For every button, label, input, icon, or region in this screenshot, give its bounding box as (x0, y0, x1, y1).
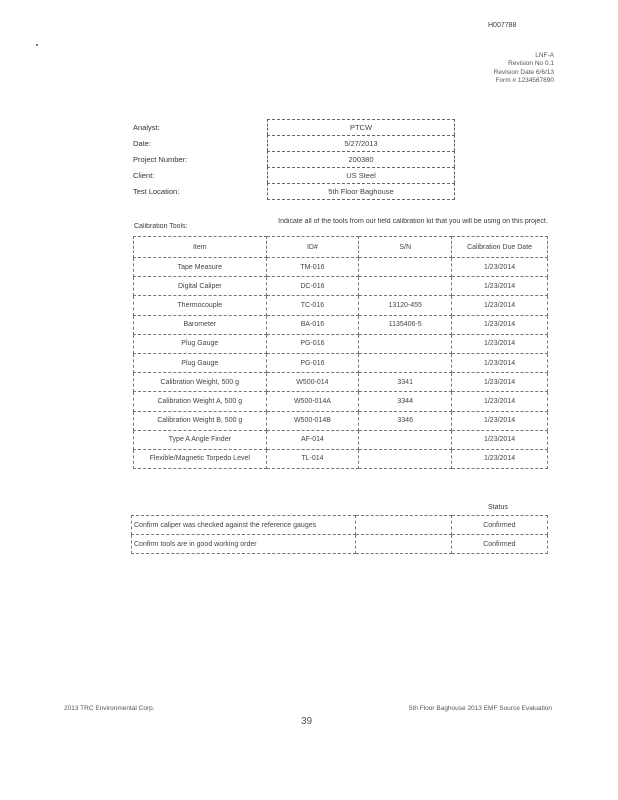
info-row-project (133, 151, 453, 167)
project-number-value: 200380 (267, 151, 455, 167)
cell-id: W500-014B (266, 411, 359, 430)
cell-due-date: 1/23/2014 (452, 430, 548, 449)
scan-mark (36, 44, 38, 46)
header-line: Revision No 0.1 (508, 60, 554, 68)
table-row (132, 535, 548, 554)
cell-due-date: 1/23/2014 (452, 315, 548, 334)
cell-serial: 3341 (359, 373, 452, 392)
page-number: 39 (301, 716, 313, 727)
cell-item: Flexible/Magnetic Torpedo Level (134, 449, 267, 468)
footer-right: 5th Floor Baghouse 2013 EMF Source Evaluation (408, 705, 552, 712)
cell-item: Digital Caliper (134, 277, 267, 296)
table-row (132, 516, 548, 535)
cell-due-date: 1/23/2014 (452, 353, 548, 372)
cell-serial (359, 353, 452, 372)
cell-serial (359, 258, 452, 277)
cell-due-date: 1/23/2014 (452, 449, 548, 468)
cell-id: PG-016 (266, 334, 359, 353)
calibration-table (133, 236, 548, 469)
status-item: Confirm tools are in good working order (132, 535, 356, 554)
status-label: Status (488, 504, 508, 511)
cell-item: Tape Measure (134, 258, 267, 277)
status-item: Confirm caliper was checked against the reference gauges (132, 516, 356, 535)
table-row (134, 315, 548, 334)
status-table (131, 515, 548, 554)
form-header (494, 52, 554, 86)
analyst-value: PTCW (267, 119, 455, 135)
cell-serial (359, 277, 452, 296)
cell-due-date: 1/23/2014 (452, 411, 548, 430)
cell-id: W500-014 (266, 373, 359, 392)
header-serial: S/N (359, 237, 452, 258)
cell-serial (359, 430, 452, 449)
test-location-label: Test Location: (133, 187, 180, 196)
cell-item: Thermocouple (134, 296, 267, 315)
table-row (134, 334, 548, 353)
cell-serial: 3344 (359, 392, 452, 411)
cell-id: TC-016 (266, 296, 359, 315)
cell-due-date: 1/23/2014 (452, 277, 548, 296)
status-value: Confirmed (451, 516, 547, 535)
info-row-analyst (133, 119, 453, 135)
table-row (134, 353, 548, 372)
client-label: Client: (133, 171, 155, 180)
date-value: 5/27/2013 (267, 135, 455, 151)
table-row (134, 430, 548, 449)
cell-id: AF-014 (266, 430, 359, 449)
header-line: LNF-A (535, 52, 554, 59)
status-blank (356, 516, 451, 535)
client-value: US Steel (267, 167, 455, 183)
cell-item: Barometer (134, 315, 267, 334)
cell-item: Plug Gauge (134, 334, 267, 353)
test-location-value: 5th Floor Baghouse (267, 183, 455, 200)
header-due-date: Calibration Due Date (452, 237, 548, 258)
project-number-label: Project Number: (133, 155, 188, 164)
status-blank (356, 535, 451, 554)
header-line: Form # 1234567890 (495, 77, 554, 85)
table-row (134, 392, 548, 411)
cell-id: PG-016 (266, 353, 359, 372)
date-label: Date: (133, 139, 151, 148)
header-line: Revision Date 6/6/13 (493, 68, 554, 76)
cell-serial (359, 449, 452, 468)
table-row (134, 449, 548, 468)
cell-id: W500-014A (266, 392, 359, 411)
analyst-label: Analyst: (133, 123, 160, 132)
document-id: H007788 (488, 22, 517, 29)
header-id: ID# (266, 237, 359, 258)
cell-item: Type A Angle Finder (134, 430, 267, 449)
table-row (134, 277, 548, 296)
info-row-client (133, 167, 453, 183)
cell-serial: 13120-455 (359, 296, 452, 315)
cell-due-date: 1/23/2014 (452, 373, 548, 392)
cell-serial: 3346 (359, 411, 452, 430)
cell-serial: 1135406-5 (359, 315, 452, 334)
cell-item: Calibration Weight A, 500 g (134, 392, 267, 411)
calibration-instructions: Indicate all of the tools from our field calibration kit that you will be using on this project. (278, 218, 548, 225)
info-row-date (133, 135, 453, 151)
cell-due-date: 1/23/2014 (452, 392, 548, 411)
cell-id: DC-016 (266, 277, 359, 296)
cell-due-date: 1/23/2014 (452, 334, 548, 353)
calibration-tools-title: Calibration Tools: (134, 223, 188, 230)
cell-id: TL-014 (266, 449, 359, 468)
cell-item: Calibration Weight, 500 g (134, 373, 267, 392)
cell-due-date: 1/23/2014 (452, 258, 548, 277)
table-row (134, 258, 548, 277)
table-row (134, 373, 548, 392)
header-item: Item (134, 237, 267, 258)
cell-id: BA-016 (266, 315, 359, 334)
cell-due-date: 1/23/2014 (452, 296, 548, 315)
footer-left: 2013 TRC Environmental Corp. (64, 705, 155, 712)
cell-serial (359, 334, 452, 353)
table-row (134, 411, 548, 430)
table-header-row (134, 237, 548, 258)
status-value: Confirmed (451, 535, 547, 554)
info-row-location (133, 183, 453, 199)
cell-id: TM-016 (266, 258, 359, 277)
cell-item: Calibration Weight B, 500 g (134, 411, 267, 430)
table-row (134, 296, 548, 315)
cell-item: Plug Gauge (134, 353, 267, 372)
